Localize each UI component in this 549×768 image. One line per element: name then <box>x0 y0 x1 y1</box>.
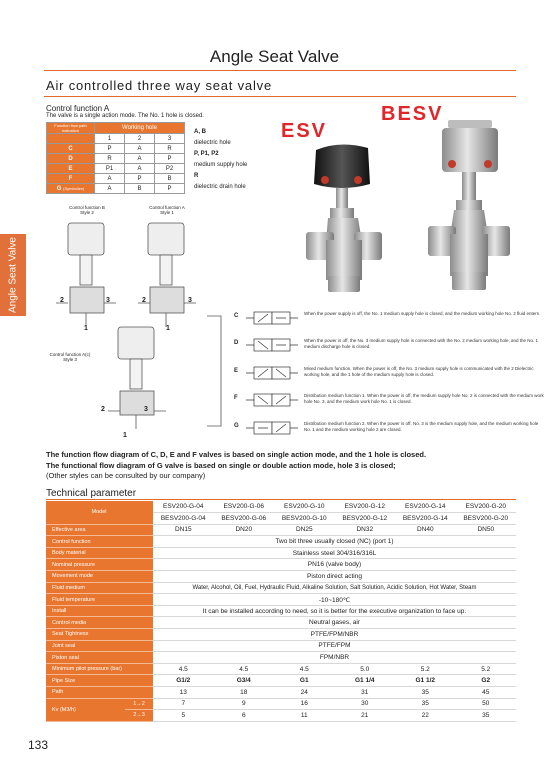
flow-letter: G <box>234 423 239 429</box>
table-cell: DN15 <box>153 524 214 536</box>
technical-table <box>46 501 516 722</box>
actuator-schematics <box>48 215 208 445</box>
param-value: PTFE/FPM/NBR <box>153 629 516 641</box>
param-label: Fluid temperature <box>46 594 153 606</box>
model-esv: ESV200-G-10 <box>274 501 335 513</box>
table-cell: 4.5 <box>274 663 335 675</box>
table-cell: 4.5 <box>153 663 214 675</box>
valve-photo-esv <box>298 140 408 300</box>
flow-text: Distribution medium function 2. When the power is off, No. 3 is the medium supply hole, and the medium working hole No. 1 and the medium working hole 2 are closed. <box>304 421 539 432</box>
control-function-heading: Control function A <box>46 104 110 113</box>
flow-symbol <box>246 390 298 410</box>
port-label: 2 <box>101 406 105 413</box>
row-label: E <box>47 164 95 174</box>
valve-photo-besv <box>418 120 518 300</box>
flow-text: When the power supply is off, the No. 1 medium supply hole is closed, and the medium working hole No. 2 fluid enters <box>304 311 540 316</box>
param-value: It can be installed according to need, so it is better for the executive organization to face up. <box>153 605 516 617</box>
table-cell: 7 <box>153 698 214 710</box>
param-value: PTFE/FPM <box>153 640 516 652</box>
table-cell: P <box>125 174 155 184</box>
note-consult: (Other styles can be consulted by our company) <box>46 471 206 480</box>
flow-letter: C <box>234 313 239 319</box>
pipe-size-label: Pipe Size <box>46 675 153 687</box>
table-cell: A <box>125 164 155 174</box>
param-label: Movement mode <box>46 571 153 583</box>
flow-symbol <box>246 418 298 438</box>
legend-text: dielectric hole <box>194 140 231 146</box>
row-label: F <box>47 174 95 184</box>
legend-text: medium supply hole <box>194 162 248 168</box>
param-value: Piston direct acting <box>153 571 516 583</box>
table-cell: 5.0 <box>335 663 396 675</box>
table-cell: DN32 <box>335 524 396 536</box>
legend-key: R <box>194 173 199 179</box>
param-label: Piston seal <box>46 652 153 664</box>
function-table <box>46 122 185 194</box>
hole-legend <box>194 127 247 193</box>
flow-text: Mixed medium function. When the power is off, the No. 3 medium supply hole is communicated with the 2 Dielectric working hole, and the 1 hole of the medium supply hole is closed. <box>304 366 534 377</box>
legend-text: dielectric drain hole <box>194 184 246 190</box>
table-cell: G1/2 <box>153 675 214 687</box>
port-label: 3 <box>188 297 192 304</box>
flow-letter: D <box>234 340 239 346</box>
model-besv: BESV200-G-04 <box>153 513 214 525</box>
table-cell: 6 <box>214 710 275 722</box>
function-header-working: Working hole <box>95 123 185 134</box>
row-label: D <box>47 154 95 164</box>
row-label <box>47 184 95 194</box>
table-cell: 35 <box>456 710 517 722</box>
note-g: The functional flow diagram of G valve is based on single or double action mode, hole 3 is closed; <box>46 461 396 470</box>
table-cell: 35 <box>395 687 456 699</box>
table-cell: P2 <box>155 164 185 174</box>
param-label: Nominal pressure <box>46 559 153 571</box>
table-cell: A <box>125 154 155 164</box>
table-cell: DN40 <box>395 524 456 536</box>
table-cell: A <box>95 174 125 184</box>
flow-symbol <box>246 308 298 328</box>
brand-esv: ESV <box>281 120 328 142</box>
table-cell: 35 <box>395 698 456 710</box>
flow-bracket <box>205 310 245 430</box>
param-label: Seat Tightness <box>46 629 153 641</box>
control-function-description: The valve is a single action mode. The No. 1 hole is closed. <box>46 113 204 119</box>
table-cell: G1 1/4 <box>335 675 396 687</box>
param-value: PN16 (valve body) <box>153 559 516 571</box>
table-cell: P1 <box>95 164 125 174</box>
col-number: 3 <box>155 134 185 144</box>
brand-besv: BESV <box>381 103 444 125</box>
param-label: Fluid medium <box>46 582 153 594</box>
table-cell: 18 <box>214 687 275 699</box>
model-besv: BESV200-G-10 <box>274 513 335 525</box>
table-cell: DN25 <box>274 524 335 536</box>
table-cell: 30 <box>335 698 396 710</box>
table-cell: B <box>125 184 155 194</box>
model-besv: BESV200-G-20 <box>456 513 517 525</box>
table-cell: 9 <box>214 698 275 710</box>
model-label: Model <box>46 501 153 524</box>
legend-key: A, B <box>194 129 206 135</box>
flow-letter: E <box>234 368 239 374</box>
row-label: C <box>47 144 95 154</box>
param-value: Neutral gases, air <box>153 617 516 629</box>
table-cell: DN20 <box>214 524 275 536</box>
cf-a-label: Control function A Style 1 <box>149 205 185 215</box>
table-cell: P <box>155 184 185 194</box>
param-value: Stainless steel 304/316/316L <box>153 547 516 559</box>
param-value: -10~180℃ <box>153 594 516 606</box>
table-cell: A <box>125 144 155 154</box>
param-label: Joint seal <box>46 640 153 652</box>
model-esv: ESV200-G-14 <box>395 501 456 513</box>
model-besv: BESV200-G-06 <box>214 513 275 525</box>
param-label: Control media <box>46 617 153 629</box>
port-label: 3 <box>106 297 110 304</box>
table-cell: 5.2 <box>456 663 517 675</box>
path-label: Path <box>46 687 153 699</box>
model-esv: ESV200-G-04 <box>153 501 214 513</box>
table-cell: G3/4 <box>214 675 275 687</box>
flow-symbol <box>246 363 298 383</box>
table-cell: 45 <box>456 687 517 699</box>
table-cell: 5.2 <box>395 663 456 675</box>
table-cell: 5 <box>153 710 214 722</box>
table-cell: P <box>95 144 125 154</box>
table-cell: DN50 <box>456 524 517 536</box>
col-number: 2 <box>125 134 155 144</box>
min-pilot-label: Minimum pilot pressure (bar) <box>46 663 153 675</box>
subtitle: Air controlled three way seat valve <box>46 78 272 93</box>
table-cell: 24 <box>274 687 335 699</box>
model-esv: ESV200-G-06 <box>214 501 275 513</box>
port-label: 3 <box>144 406 148 413</box>
side-tab-label: Angle Seat Valve <box>7 237 19 313</box>
param-label: Install <box>46 605 153 617</box>
port-label: 1 <box>84 325 88 332</box>
table-cell: 22 <box>395 710 456 722</box>
table-cell: 13 <box>153 687 214 699</box>
param-label: Body material <box>46 547 153 559</box>
row-label-text: G <box>56 185 62 192</box>
page-number: 133 <box>28 738 49 752</box>
technical-title: Technical parameter <box>46 488 137 499</box>
table-cell: B <box>155 174 185 184</box>
model-esv: ESV200-G-20 <box>456 501 517 513</box>
table-cell: 16 <box>274 698 335 710</box>
table-cell: 50 <box>456 698 517 710</box>
table-cell: G1 <box>274 675 335 687</box>
technical-rule <box>46 499 516 500</box>
col-number: 1 <box>95 134 125 144</box>
param-value: Two bit three usually closed (NC) (port 1) <box>153 536 516 548</box>
effective-area-label: Effective area <box>46 524 153 536</box>
legend-key: P, P1, P2 <box>194 151 219 157</box>
cf-a3-label: Control function A(c) Style 3 <box>49 352 91 362</box>
table-cell: A <box>95 184 125 194</box>
table-cell: G1 1/2 <box>395 675 456 687</box>
port-label: 1 <box>166 325 170 332</box>
table-cell: R <box>155 144 185 154</box>
side-tab <box>0 234 26 316</box>
table-cell: 31 <box>335 687 396 699</box>
model-besv: BESV200-G-14 <box>395 513 456 525</box>
flow-text: When the power is off, the No. 3 medium supply hole is connected with the No. 2 medium working hole, and the No. 1 medium discharge hole is closed. <box>304 338 539 349</box>
port-label: 2 <box>60 297 64 304</box>
table-cell: G2 <box>456 675 517 687</box>
kv-sub-label: 1→2 <box>125 698 153 710</box>
param-value: Water, Alcohol, Oil, Fuel, Hydraulic Fluid, Alkaline Solution, Salt Solution, Acidic Solution, Hot Water, Steam <box>153 582 516 594</box>
table-cell: R <box>95 154 125 164</box>
table-cell: P <box>155 154 185 164</box>
param-label: Control function <box>46 536 153 548</box>
model-esv: ESV200-G-12 <box>335 501 396 513</box>
table-cell: 11 <box>274 710 335 722</box>
param-value: FPM/NBR <box>153 652 516 664</box>
subtitle-rule <box>44 96 516 97</box>
kv-sub-label: 2→3 <box>125 710 153 722</box>
flow-text: Distribution medium function 1. When the power is off, the medium supply hole No. 2 is connected with the medium work hole No. 3, and the medium work hole No. 1 is closed. <box>304 393 544 404</box>
table-cell: 4.5 <box>214 663 275 675</box>
flow-letter: F <box>234 395 238 401</box>
kv-label: Kv (M3/h) <box>46 698 125 721</box>
cf-b-label: Control function B Style 2 <box>69 205 105 215</box>
note-cdef: The function flow diagram of C, D, E and F valves is based on single action mode, and the 1 hole is closed. <box>46 450 427 459</box>
port-label: 1 <box>123 432 127 439</box>
page-title: Angle Seat Valve <box>209 47 340 66</box>
table-cell: 21 <box>335 710 396 722</box>
model-besv: BESV200-G-12 <box>335 513 396 525</box>
flow-symbol <box>246 335 298 355</box>
function-header-col: Function flow path indication <box>47 123 95 134</box>
title-rule <box>44 70 516 71</box>
row-label-small: (Symbolize) <box>63 185 85 191</box>
port-label: 2 <box>142 297 146 304</box>
